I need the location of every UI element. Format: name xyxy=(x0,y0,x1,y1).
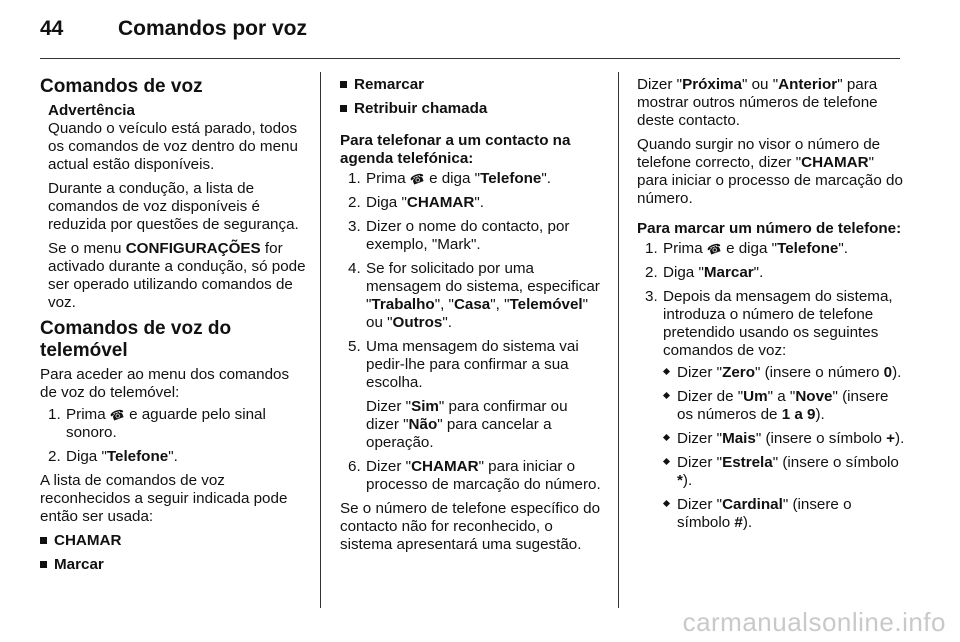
list-item xyxy=(40,556,310,574)
text: " ou " xyxy=(742,76,779,93)
text: ). xyxy=(682,472,693,489)
symbol: # xyxy=(734,514,743,531)
text: " a " xyxy=(767,388,796,405)
command: Telefone xyxy=(106,448,169,465)
text: " para mostrar outros números de telefone deste contacto. xyxy=(637,76,878,129)
list-item xyxy=(340,260,602,332)
text: Dizer " xyxy=(366,398,412,415)
list-item xyxy=(40,532,310,550)
page-header xyxy=(40,17,307,41)
column-3 xyxy=(637,76,907,538)
command: Outros xyxy=(392,314,443,331)
steps-list xyxy=(637,240,907,532)
list-item xyxy=(40,448,310,466)
list-item xyxy=(663,430,907,448)
paragraph: Para aceder ao menu dos comandos de voz do telemóvel: xyxy=(40,366,290,401)
text: " para iniciar o processo de marcação do número. xyxy=(366,458,601,493)
warning-text xyxy=(48,240,310,312)
text xyxy=(366,398,602,452)
list-item xyxy=(663,454,907,490)
command: Anterior xyxy=(778,76,838,93)
steps-list xyxy=(40,406,310,466)
warning-text: Durante a condução, a lista de comandos de voz disponíveis é reduzida por questões de segurança. xyxy=(48,180,299,233)
text: ". xyxy=(168,448,178,465)
text: " para cancelar a operação. xyxy=(366,416,552,451)
command: Um xyxy=(743,388,768,405)
command: Próxima xyxy=(682,76,742,93)
command: Não xyxy=(408,416,438,433)
list-item xyxy=(637,288,907,532)
command: Zero xyxy=(722,364,755,381)
subsection-title: Para marcar um número de telefone: xyxy=(637,220,902,237)
paragraph: A lista de comandos de voz reconhecidos a seguir indicada pode então ser usada: xyxy=(40,472,288,525)
paragraph xyxy=(637,76,907,130)
command: Telefone xyxy=(480,170,542,187)
list-item xyxy=(637,240,907,258)
command: Casa xyxy=(453,296,491,313)
command: Nove xyxy=(795,388,833,405)
command: Remarcar xyxy=(354,76,425,93)
text: Diga " xyxy=(366,194,407,211)
list-item xyxy=(663,496,907,532)
command: CHAMAR xyxy=(411,458,479,475)
step-number: 2. xyxy=(48,448,61,465)
step-number: 5. xyxy=(348,338,361,355)
warning-title: Advertência xyxy=(48,102,135,119)
text: ". xyxy=(474,194,484,211)
text: ". xyxy=(541,170,552,187)
text: ", " xyxy=(490,296,510,313)
text: e diga " xyxy=(424,170,481,187)
step-number: 6. xyxy=(348,458,361,475)
command: Telefone xyxy=(777,240,839,257)
text: Dizer " xyxy=(677,454,723,471)
text: Prima xyxy=(66,406,110,423)
text: e diga " xyxy=(721,240,778,257)
text: Dizer " xyxy=(677,364,723,381)
text: Se for solicitado por uma mensagem do sistema, especificar " xyxy=(366,260,600,313)
text: e aguarde pelo sinal sonoro. xyxy=(66,406,266,441)
command: Retribuir chamada xyxy=(354,100,488,117)
text: Prima xyxy=(663,240,707,257)
text: ). xyxy=(892,364,902,381)
header-rule xyxy=(40,58,900,59)
command: CHAMAR xyxy=(406,194,475,211)
column-1 xyxy=(40,76,310,580)
list-item xyxy=(340,338,602,452)
text: Dizer o nome do contacto, por exemplo, "Mark". xyxy=(366,218,570,253)
text: ). xyxy=(895,430,905,447)
warning-block xyxy=(40,102,310,312)
list-item xyxy=(663,388,907,424)
symbol: 0 xyxy=(883,364,893,381)
paragraph xyxy=(637,136,907,208)
text: Dizer " xyxy=(637,76,683,93)
text: " para iniciar o processo de marcação do número. xyxy=(637,154,903,207)
subsection-title: Para telefonar a um contacto na agenda telefónica: xyxy=(340,132,571,167)
text: " (insere os números de xyxy=(677,388,889,423)
watermark: carmanualsonline.info xyxy=(682,607,946,637)
text: ). xyxy=(815,406,825,423)
text: " (insere o símbolo xyxy=(677,496,852,531)
command: Trabalho xyxy=(371,296,435,313)
page-title: Comandos por voz xyxy=(118,17,308,40)
section-title: Comandos de voz xyxy=(40,76,203,97)
symbol: 1 a 9 xyxy=(781,406,816,423)
text: " ou " xyxy=(366,296,589,331)
command: CHAMAR xyxy=(54,532,122,549)
text: Dizer de " xyxy=(677,388,744,405)
text: Depois da mensagem do sistema, introduza o número de telefone pretendido usando os seguintes comandos de voz: xyxy=(663,288,893,359)
command: Mais xyxy=(722,430,756,447)
paragraph: Se o número de telefone específico do contacto não for reconhecido, o sistema apresentará uma sugestão. xyxy=(340,500,601,553)
text: Uma mensagem do sistema vai pedir-lhe para confirmar a sua escolha. xyxy=(366,338,579,391)
list-item xyxy=(340,100,602,118)
column-divider xyxy=(618,72,619,608)
text: ). xyxy=(742,514,753,531)
list-item xyxy=(340,76,602,94)
column-divider xyxy=(320,72,321,608)
text: Dizer " xyxy=(677,496,723,513)
text: ", " xyxy=(434,296,454,313)
step-number: 1. xyxy=(48,406,61,423)
step-number: 1. xyxy=(348,170,361,187)
command: Cardinal xyxy=(722,496,783,513)
list-item xyxy=(340,194,602,212)
command-list xyxy=(340,76,602,118)
list-item xyxy=(637,264,907,282)
command: Telemóvel xyxy=(509,296,583,313)
list-item xyxy=(40,406,310,442)
step-number: 4. xyxy=(348,260,361,277)
phone-voice-icon: ☎︎ xyxy=(407,169,427,189)
text: " (insere o símbolo xyxy=(755,430,887,447)
menu-name: CONFIGURAÇÕES xyxy=(125,240,261,257)
text: Prima xyxy=(366,170,410,187)
step-number: 3. xyxy=(348,218,361,235)
step-number: 1. xyxy=(645,240,658,257)
step-number: 2. xyxy=(348,194,361,211)
text: ". xyxy=(442,314,452,331)
list-item xyxy=(663,364,907,382)
text: Dizer " xyxy=(677,430,723,447)
command: CHAMAR xyxy=(801,154,869,171)
steps-list xyxy=(340,170,602,494)
phone-voice-icon: ☎︎ xyxy=(704,239,724,259)
phone-voice-icon: ☎︎ xyxy=(107,405,127,425)
column-2 xyxy=(340,76,602,560)
text: for activado durante a condução, só pode ser operado utilizando comandos de voz. xyxy=(48,240,306,311)
step-number: 2. xyxy=(645,264,658,281)
text: Se o menu xyxy=(48,240,126,257)
list-item xyxy=(340,170,602,188)
command: Sim xyxy=(411,398,439,415)
text: ". xyxy=(753,264,764,281)
text: Quando surgir no visor o número de telefone correcto, dizer " xyxy=(637,136,881,171)
text: Diga " xyxy=(663,264,704,281)
text: ". xyxy=(838,240,849,257)
symbol: * xyxy=(677,472,683,489)
step-number: 3. xyxy=(645,288,658,305)
text: Diga " xyxy=(66,448,107,465)
list-item xyxy=(340,458,602,494)
command: Estrela xyxy=(722,454,773,471)
warning-text: Quando o veículo está parado, todos os comandos de voz dentro do menu actual estão disponíveis. xyxy=(48,120,298,173)
command: Marcar xyxy=(54,556,104,573)
text: " (insere o número xyxy=(754,364,884,381)
text: Dizer " xyxy=(366,458,412,475)
symbol: + xyxy=(886,430,896,447)
command-list xyxy=(40,532,310,574)
section-title: Comandos de voz do telemóvel xyxy=(40,318,232,361)
page-number: 44 xyxy=(40,17,64,40)
command: Marcar xyxy=(703,264,754,281)
voice-command-list xyxy=(663,364,907,532)
text: " (insere o símbolo xyxy=(772,454,899,471)
text: " para confirmar ou dizer " xyxy=(366,398,568,433)
list-item xyxy=(340,218,602,254)
